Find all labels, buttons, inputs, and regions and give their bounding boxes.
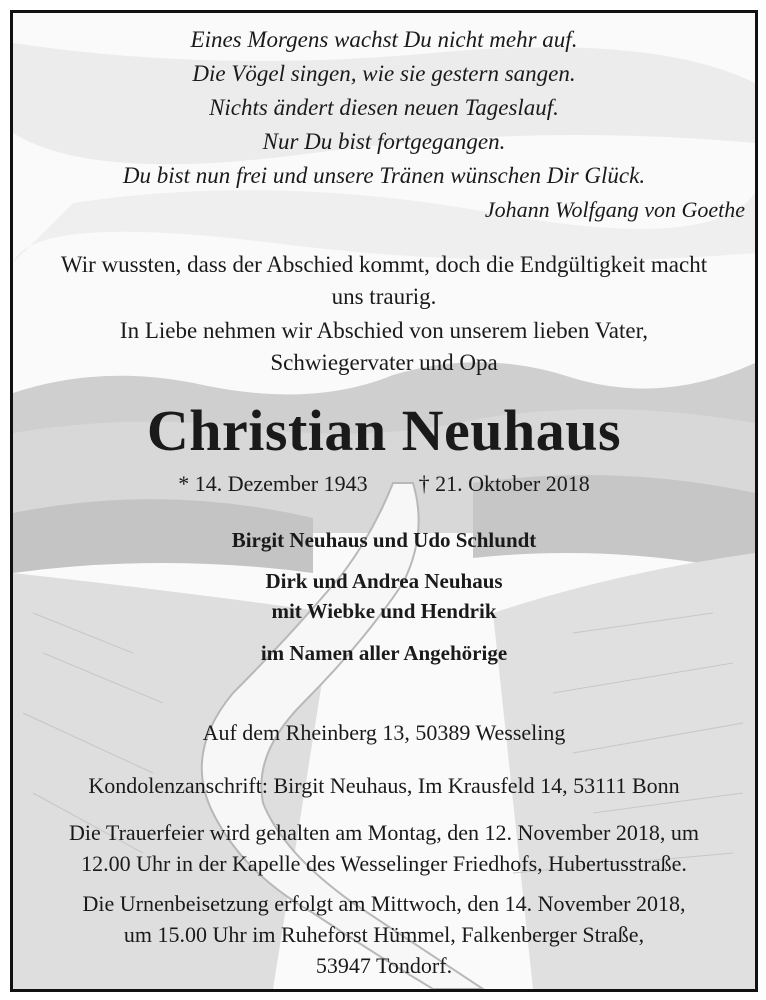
condolence-address: Kondolenzanschrift: Birgit Neuhaus, Im Krausfeld 14, 53111 Bonn <box>88 773 680 798</box>
poem-line: Du bist nun frei und unsere Tränen wünschen Dir Glück. <box>122 163 646 188</box>
mourner-line: Dirk und Andrea Neuhaus <box>265 569 503 593</box>
intro-line: In Liebe nehmen wir Abschied von unserem lieben Vater, <box>119 318 649 343</box>
burial-line: Die Urnenbeisetzung erfolgt am Mittwoch, den 14. November 2018, <box>82 891 686 916</box>
intro-line: uns traurig. <box>331 284 437 309</box>
poem-line: Nichts ändert diesen neuen Tageslauf. <box>209 95 559 120</box>
burial-line: um 15.00 Uhr im Ruheforst Hümmel, Falkenberger Straße, <box>123 922 645 947</box>
intro-line: Schwiegervater und Opa <box>270 350 498 375</box>
obituary-notice <box>10 10 758 992</box>
notice-content <box>13 13 755 989</box>
deceased-name: Christian Neuhaus <box>146 398 622 463</box>
intro-line: Wir wussten, dass der Abschied kommt, doch die Endgültigkeit macht <box>60 252 708 277</box>
poem-line: Nur Du bist fortgegangen. <box>262 129 506 154</box>
mourner-line: Birgit Neuhaus und Udo Schlundt <box>231 528 537 552</box>
life-dates <box>13 471 755 497</box>
birth-date: * 14. Dezember 1943 <box>178 471 368 496</box>
funeral-line: 12.00 Uhr in der Kapelle des Wesselinger Friedhofs, Hubertusstraße. <box>81 851 687 876</box>
burial-line: 53947 Tondorf. <box>315 953 453 978</box>
mourner-line: im Namen aller Angehörige <box>260 641 508 665</box>
poem-author: Johann Wolfgang von Goethe <box>484 197 745 222</box>
mourner-line: mit Wiebke und Hendrik <box>271 599 497 623</box>
poem-line: Eines Morgens wachst Du nicht mehr auf. <box>190 27 578 52</box>
funeral-line: Die Trauerfeier wird gehalten am Montag, den 12. November 2018, um <box>69 820 699 845</box>
death-date: † 21. Oktober 2018 <box>418 471 590 496</box>
home-address: Auf dem Rheinberg 13, 50389 Wesseling <box>202 720 566 745</box>
poem-line: Die Vögel singen, wie sie gestern sangen. <box>192 61 576 86</box>
